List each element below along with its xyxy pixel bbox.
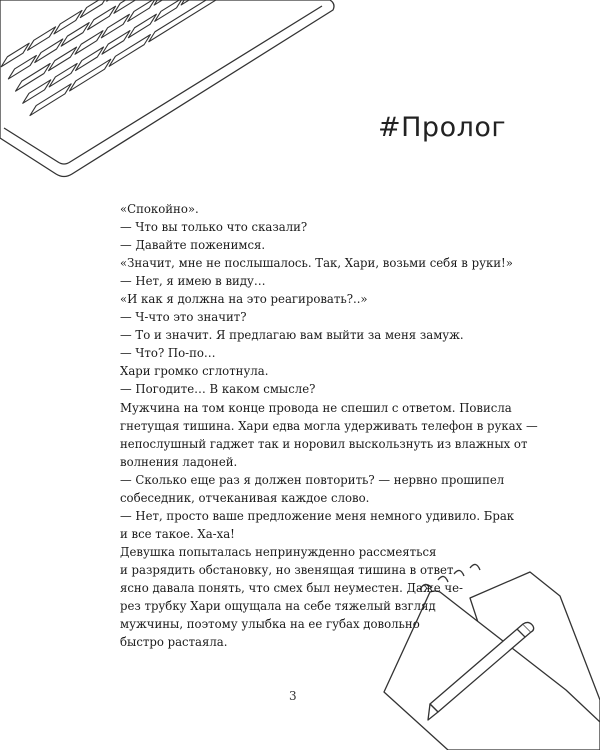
text-line: — Нет, просто ваше предложение меня немного удивило. Брак <box>120 508 515 523</box>
text-line: «Спокойно». <box>120 202 199 216</box>
text-line: — Ч-что это значит? <box>120 310 247 325</box>
text-line: Хари громко сглотнула. <box>120 364 269 379</box>
text-line: волнения ладоней. <box>120 454 238 469</box>
text-line: «И как я должна на это реагировать?..» <box>120 292 368 307</box>
chapter-title: #Пролог <box>378 112 507 143</box>
text-line: мужчины, поэтому улыбка на ее губах довольно <box>120 617 420 632</box>
text-line: — Погодите… В каком смысле? <box>120 382 316 397</box>
text-line: — Что вы только что сказали? <box>120 220 308 235</box>
text-line: — Нет, я имею в виду… <box>120 274 266 289</box>
text-line: Девушка попыталась непринужденно рассмеяться <box>120 544 437 559</box>
text-line: Мужчина на том конце провода не спешил с ответом. Повисла <box>120 400 512 415</box>
text-line: рез трубку Хари ощущала на себе тяжелый взгляд <box>120 599 436 614</box>
text-line: — Сколько еще раз я должен повторить? — нервно прошипел <box>120 472 505 487</box>
body-text <box>120 200 538 651</box>
text-line: ясно давала понять, что смех был неуместен. Даже че- <box>120 580 463 595</box>
text-line: и все такое. Ха-ха! <box>120 526 235 541</box>
text-line: — Что? По-по… <box>120 346 216 361</box>
text-line: быстро растаяла. <box>120 635 228 650</box>
text-line: «Значит, мне не послышалось. Так, Хари, возьми себя в руки!» <box>120 256 513 271</box>
text-line: — То и значит. Я предлагаю вам выйти за меня замуж. <box>120 328 464 343</box>
text-line: гнетущая тишина. Хари едва могла удерживать телефон в руках — <box>120 418 538 433</box>
page-number: 3 <box>289 689 297 703</box>
text-line: непослушный гаджет так и норовил выскользнуть из влажных от <box>120 436 528 451</box>
text-line: собеседник, отчеканивая каждое слово. <box>120 490 370 505</box>
text-line: — Давайте поженимся. <box>120 238 266 253</box>
text-line: и разрядить обстановку, но звенящая тишина в ответ <box>120 562 454 577</box>
